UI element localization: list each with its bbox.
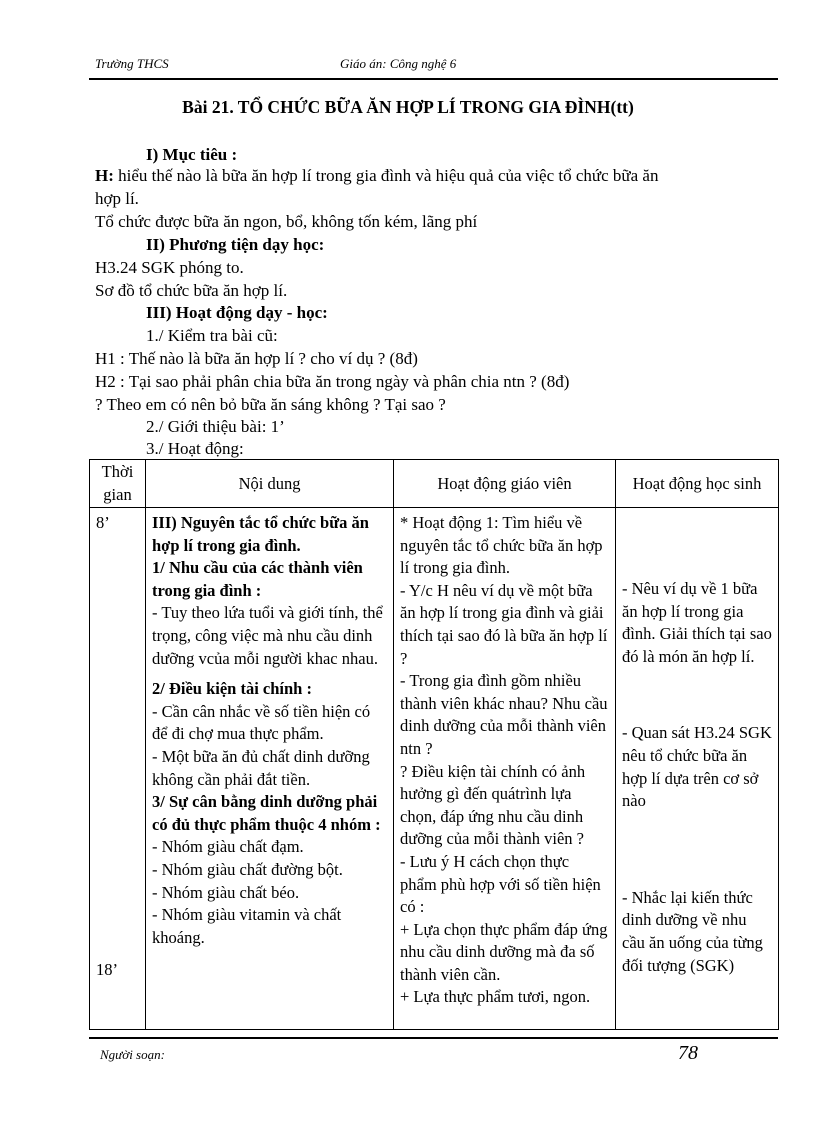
teacher-activity-4: ? Điều kiện tài chính có ảnh hưởng gì đến quátrình lựa chọn, đáp ứng nhu cầu dinh dưỡng của mỗi thành viên ?: [400, 761, 586, 849]
section2-line2: Sơ đồ tổ chức bữa ăn hợp lí.: [95, 281, 288, 300]
content-group-vitamin: - Nhóm giàu vitamin và chất khoáng.: [152, 905, 342, 947]
header-teacher: Hoạt động giáo viên: [394, 460, 616, 508]
question-1: H1 : Thế nào là bữa ăn hợp lí ? cho ví dụ ? (8đ): [95, 349, 418, 368]
header-time: Thời gian: [90, 460, 146, 508]
content-finance-text-1: - Cần cân nhắc về số tiền hiện có để đi chợ mua thực phẩm.: [152, 701, 371, 744]
section1-line2: hợp lí.: [95, 189, 139, 208]
content-heading-balance: 3/ Sự cân bằng dinh dưỡng phải có đủ thực phẩm thuộc 4 nhóm :: [152, 792, 381, 834]
content-heading-finance: 2/ Điều kiện tài chính :: [152, 679, 312, 699]
time-1: 8’: [96, 513, 110, 532]
section3-sub2: 2./ Giới thiệu bài: 1’: [146, 417, 285, 436]
content-heading-needs: 1/ Nhu cầu của các thành viên trong gia đình :: [152, 558, 363, 600]
section2-heading: II) Phương tiện dạy học:: [146, 235, 325, 254]
section3-sub1: 1./ Kiểm tra bài cũ:: [146, 326, 278, 345]
footer-rule: [89, 1037, 778, 1039]
section3-sub3: 3./ Hoạt động:: [146, 439, 244, 458]
content-cell: [146, 508, 394, 1030]
student-activity-1: - Nêu ví dụ về 1 bữa ăn hợp lí trong gia đình. Giải thích tại sao đó là món ăn hợp lí.: [622, 579, 772, 666]
teacher-activity-3: - Trong gia đình gồm nhiều thành viên khác nhau? Nhu cầu dinh dưỡng của mỗi thành viên ntn ?: [400, 671, 608, 758]
header-student: Hoạt động học sinh: [616, 460, 779, 508]
header-subject: Giáo án: Công nghệ 6: [340, 56, 457, 71]
question-2: H2 : Tại sao phải phân chia bữa ăn trong ngày và phân chia ntn ? (8đ): [95, 372, 570, 391]
content-group-fat: - Nhóm giàu chất béo.: [152, 882, 300, 902]
content-group-starch: - Nhóm giàu chất đường bột.: [152, 859, 343, 879]
student-activity-3: - Nhắc lại kiến thức dinh dưỡng về nhu cầu ăn uống của từng đối tượng (SGK): [622, 887, 763, 975]
activity-table: [89, 459, 779, 1030]
h-label: H:: [95, 166, 114, 185]
section2-line1: H3.24 SGK phóng to.: [95, 258, 244, 277]
header-content: Nội dung: [146, 460, 394, 508]
question-3: ? Theo em có nên bỏ bữa ăn sáng không ? Tại sao ?: [95, 395, 446, 414]
page-title: Bài 21. TỔ CHỨC BỮA ĂN HỢP LÍ TRONG GIA ĐÌNH(tt): [182, 97, 634, 117]
table-header-row: [90, 460, 779, 508]
teacher-activity-2: - Y/c H nêu ví dụ về một bữa ăn hợp lí trong gia đình và giải thích tại sao đó là bữa ăn hợp lí ?: [400, 580, 608, 668]
footer-author: Người soạn:: [100, 1047, 165, 1062]
section1-line1: [95, 165, 658, 187]
section3-heading: III) Hoạt động dạy - học:: [146, 303, 328, 322]
section1-line3: Tổ chức được bữa ăn ngon, bổ, không tốn kém, lãng phí: [95, 212, 478, 231]
section1-heading: I) Mục tiêu :: [146, 145, 238, 164]
content-heading-principles: III) Nguyên tắc tổ chức bữa ăn hợp lí trong gia đình.: [152, 513, 369, 555]
time-2: 18’: [96, 959, 118, 979]
student-activity-2: - Quan sát H3.24 SGK nêu tổ chức bữa ăn hợp lí dựa trên cơ sở nào: [622, 723, 772, 811]
section1-line1-text: hiểu thế nào là bữa ăn hợp lí trong gia đình và hiệu quả của việc tổ chức bữa ăn: [113, 166, 659, 185]
teacher-activity-1: * Hoạt động 1: Tìm hiểu về nguyên tắc tổ chức bữa ăn hợp lí trong gia đình.: [400, 513, 603, 578]
page-number: 78: [678, 1042, 698, 1064]
student-cell: [616, 508, 779, 1030]
teacher-activity-6: + Lựa chọn thực phẩm đáp ứng nhu cầu dinh dưỡng mà đa số thành viên cần.: [400, 919, 608, 984]
teacher-activity-7: + Lựa thực phẩm tươi, ngon.: [400, 987, 591, 1007]
content-finance-text-2: - Một bữa ăn đủ chất dinh dưỡng không cần phải đắt tiền.: [152, 746, 370, 789]
header-rule: [89, 78, 778, 80]
teacher-cell: [394, 508, 616, 1030]
content-needs-text: - Tuy theo lứa tuổi và giới tính, thể trọng, công việc mà nhu cầu dinh dưỡng vcủa mỗi người khac nhau.: [152, 603, 383, 668]
time-cell: [90, 508, 146, 1030]
content-group-protein: - Nhóm giàu chất đạm.: [152, 837, 304, 857]
table-row: [90, 508, 779, 1030]
teacher-activity-5: - Lưu ý H cách chọn thực phẩm phù hợp với số tiền hiện có :: [400, 851, 601, 917]
header-school: Trường THCS: [95, 56, 169, 71]
